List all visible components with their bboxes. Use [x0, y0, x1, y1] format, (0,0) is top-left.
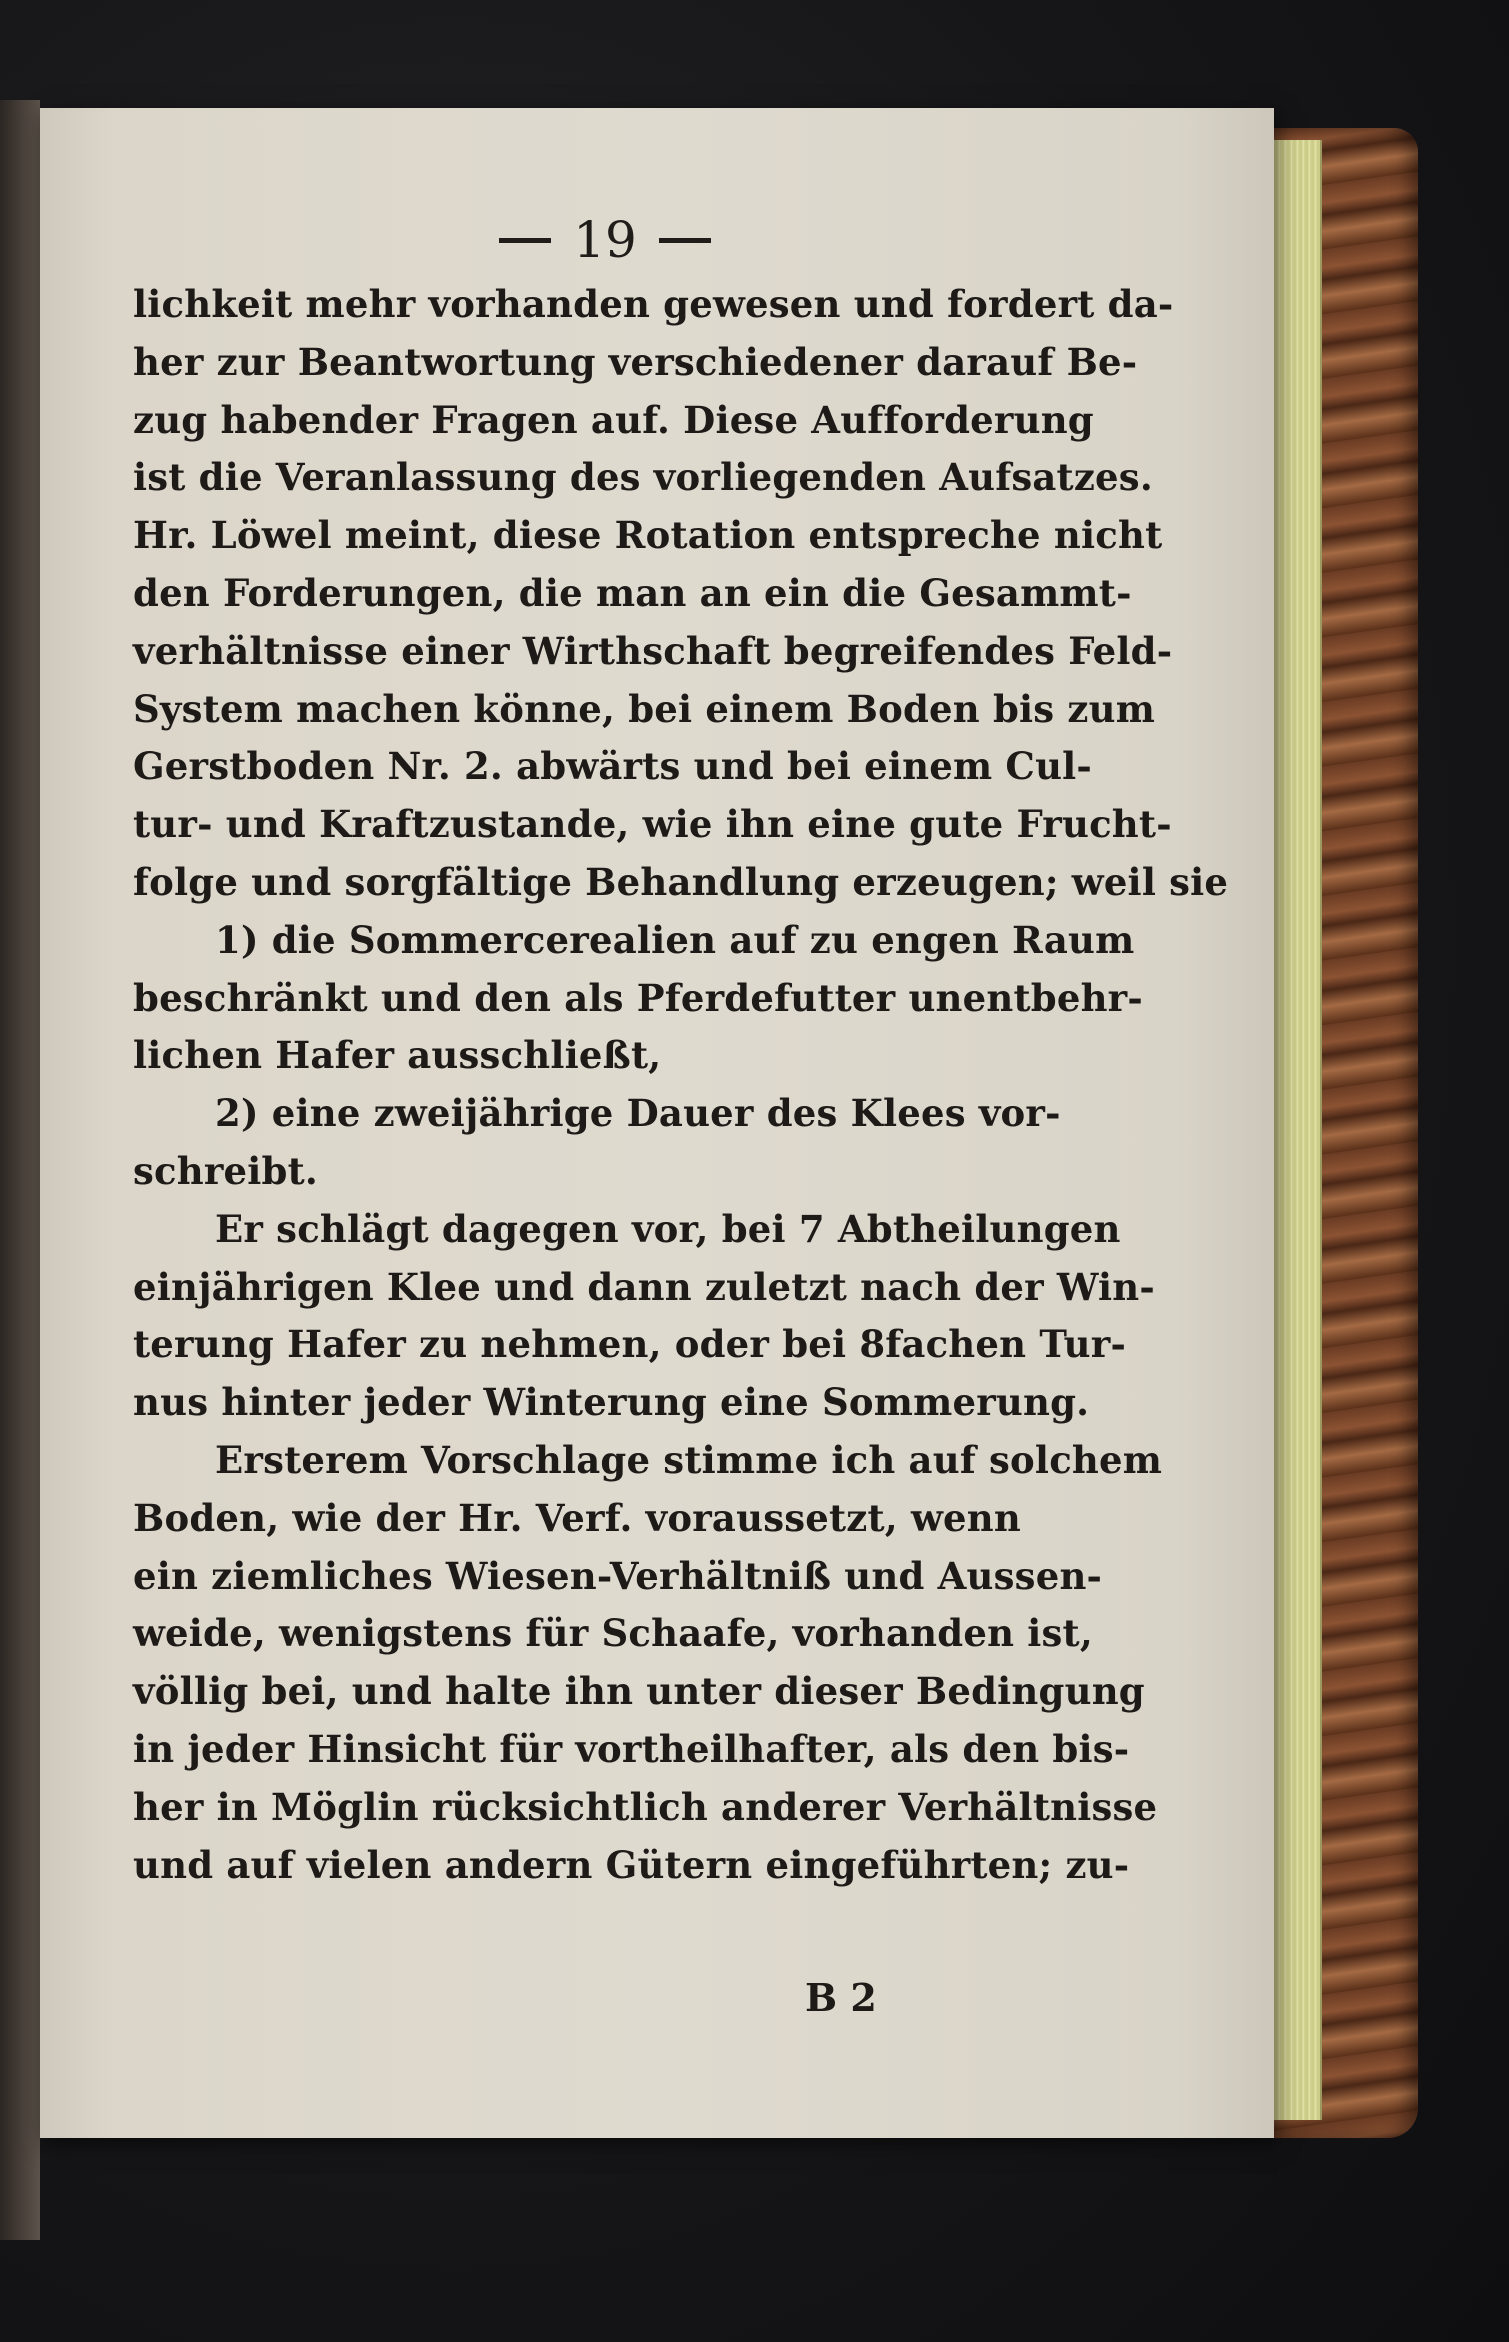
- text-line: Boden, wie der Hr. Verf. voraussetzt, wenn: [133, 1495, 1021, 1540]
- text-line: her in Möglin rücksichtlich anderer Verhältnisse: [133, 1784, 1158, 1829]
- page-number: 19: [573, 211, 637, 269]
- list-item-2: 2) eine zweijährige Dauer des Klees vor-: [215, 1091, 1061, 1136]
- text-line: System machen könne, bei einem Boden bis zum: [133, 686, 1156, 731]
- text-line: völlig bei, und halte ihn unter dieser Bedingung: [133, 1669, 1145, 1714]
- header-dash-left: [499, 238, 551, 243]
- text-line: lichkeit mehr vorhanden gewesen und fordert da-: [133, 282, 1174, 326]
- page-block-edges: [1268, 140, 1322, 2120]
- text-line: tur- und Kraftzustande, wie ihn eine gute Frucht-: [133, 802, 1172, 847]
- paragraph-start: Ersterem Vorschlage stimme ich auf solchem: [215, 1437, 1163, 1482]
- text-line: folge und sorgfältige Behandlung erzeugen; weil sie: [133, 859, 1229, 904]
- text-line: Gerstboden Nr. 2. abwärts und bei einem Cul-: [133, 744, 1092, 789]
- text-line: ein ziemliches Wiesen-Verhältniß und Aussen-: [133, 1553, 1103, 1598]
- text-line: ist die Veranlassung des vorliegenden Aufsatzes.: [133, 455, 1153, 500]
- text-line: in jeder Hinsicht für vortheilhafter, als den bis-: [133, 1726, 1130, 1771]
- signature-mark: B 2: [805, 1975, 877, 2020]
- text-line: schreibt.: [133, 1148, 318, 1193]
- text-line: weide, wenigstens für Schaafe, vorhanden ist,: [133, 1611, 1093, 1656]
- text-line: verhältnisse einer Wirthschaft begreifendes Feld-: [133, 628, 1173, 673]
- list-item-1: 1) die Sommercerealien auf zu engen Raum: [215, 917, 1135, 962]
- text-line: lichen Hafer ausschließt,: [133, 1033, 662, 1078]
- text-line: nus hinter jeder Winterung eine Sommerung.: [133, 1380, 1090, 1425]
- text-line: Hr. Löwel meint, diese Rotation entspreche nicht: [133, 513, 1163, 558]
- text-line: terung Hafer zu nehmen, oder bei 8fachen Tur-: [133, 1322, 1127, 1367]
- text-line: zug habender Fragen auf. Diese Aufforderung: [133, 397, 1094, 442]
- text-line: her zur Beantwortung verschiedener darauf Be-: [133, 339, 1138, 384]
- text-line: einjährigen Klee und dann zuletzt nach der Win-: [133, 1264, 1155, 1309]
- paragraph-start: Er schlägt dagegen vor, bei 7 Abtheilungen: [215, 1206, 1121, 1251]
- page-header: [455, 205, 755, 275]
- body-text: [133, 276, 1229, 1894]
- header-dash-right: [659, 238, 711, 243]
- text-line: den Forderungen, die man an ein die Gesammt-: [133, 570, 1132, 615]
- text-line: und auf vielen andern Gütern eingeführten; zu-: [133, 1842, 1130, 1887]
- text-line: beschränkt und den als Pferdefutter unentbehr-: [133, 975, 1143, 1020]
- book-gutter: [0, 100, 40, 2240]
